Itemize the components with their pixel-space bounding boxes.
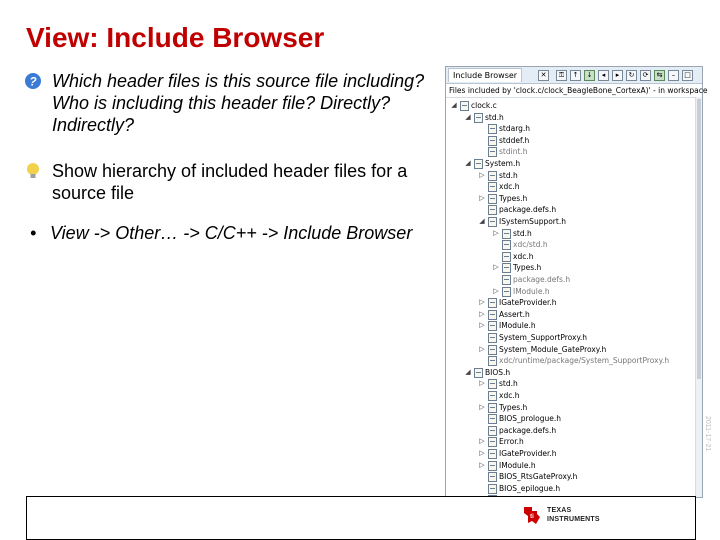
svg-text:ti: ti — [530, 514, 534, 520]
header-file-icon — [488, 449, 497, 459]
bullet-text: Show hierarchy of included header files for a source file — [52, 161, 408, 203]
collapse-icon[interactable]: ◢ — [479, 217, 485, 225]
header-file-icon — [502, 263, 511, 273]
tree-item-label: xdc.h — [513, 251, 534, 261]
tree-item-label: xdc.h — [499, 391, 520, 400]
tree-item-label: stdint.h — [499, 147, 528, 157]
header-file-icon — [488, 472, 497, 482]
maximize-icon[interactable]: □ — [682, 70, 693, 81]
tree-item-label: IGateProvider.h — [499, 298, 557, 308]
header-file-icon — [488, 356, 497, 366]
header-file-icon — [488, 147, 497, 157]
close-icon[interactable]: ✕ — [538, 70, 549, 81]
header-file-icon — [474, 159, 483, 169]
header-file-icon — [488, 461, 497, 471]
question-icon — [24, 72, 42, 90]
header-file-icon — [488, 379, 497, 389]
bullet-text: View -> Other… -> C/C++ -> Include Browser — [50, 223, 413, 243]
tree-item-label: IGateProvider.h — [499, 449, 557, 458]
show-included-icon[interactable]: ↓ — [584, 70, 595, 81]
header-file-icon — [502, 275, 511, 285]
expand-icon[interactable]: ▷ — [479, 402, 485, 411]
lock-icon[interactable]: ⚿ — [556, 70, 567, 81]
expand-icon[interactable]: ▷ — [479, 379, 485, 388]
expand-icon[interactable]: ▷ — [493, 286, 499, 295]
tree-item-label: package.defs.h — [513, 275, 571, 284]
tree-item-label: clock.c — [471, 101, 497, 110]
bullet-path — [30, 222, 450, 244]
vertical-scrollbar[interactable] — [695, 97, 702, 497]
tab-label: Include Browser — [453, 71, 518, 80]
tree-item-label: BIOS_prologue.h — [499, 414, 561, 424]
header-file-icon — [474, 113, 483, 123]
tree-item-label: stddef.h — [499, 135, 530, 145]
expand-icon[interactable]: ▷ — [479, 437, 485, 446]
tree-item-label: IModule.h — [513, 286, 550, 296]
header-file-icon — [488, 414, 497, 424]
header-file-icon — [488, 391, 497, 401]
expand-icon[interactable]: ▷ — [479, 449, 485, 457]
ti-wordmark — [547, 506, 600, 524]
collapse-icon[interactable]: ◢ — [465, 159, 471, 167]
header-file-icon — [502, 287, 511, 297]
collapse-icon[interactable]: ◢ — [451, 101, 457, 109]
header-file-icon — [488, 333, 497, 343]
tree-item-label: std.h — [499, 379, 518, 389]
refresh-icon[interactable]: ↻ — [626, 70, 637, 81]
lightbulb-icon — [24, 162, 42, 180]
ti-wordmark-line2: INSTRUMENTS — [547, 516, 600, 523]
tree-item-label: BIOS_RtsGateProxy.h — [499, 472, 578, 482]
tree-item-label: Types.h — [499, 193, 528, 203]
header-file-icon — [488, 182, 497, 192]
tree-item-label: package.defs.h — [499, 425, 557, 435]
header-file-icon — [502, 240, 511, 250]
texas-instruments-logo-icon — [521, 504, 543, 526]
expand-icon[interactable]: ▷ — [479, 309, 485, 318]
tree-item-label: std.h — [485, 112, 504, 122]
collapse-icon[interactable]: ◢ — [465, 112, 471, 121]
ti-wordmark-line1: TEXAS — [547, 507, 572, 514]
bullet-question — [24, 70, 444, 136]
header-file-icon — [488, 321, 497, 331]
slide-title: View: Include Browser — [26, 22, 325, 53]
header-file-icon — [488, 205, 497, 215]
header-file-icon — [460, 101, 469, 111]
tree-item-label: IModule.h — [499, 460, 536, 470]
header-file-icon — [502, 229, 511, 239]
tree-item-label: BIOS_epilogue.h — [499, 483, 561, 493]
header-file-icon — [488, 136, 497, 146]
expand-icon[interactable]: ▷ — [479, 170, 485, 179]
header-file-icon — [488, 298, 497, 308]
tree-item-label: xdc/runtime/package/System_SupportProxy.h — [499, 356, 670, 366]
header-file-icon — [488, 403, 497, 413]
tree-item-label: Assert.h — [499, 309, 530, 319]
tab-include-browser[interactable] — [448, 68, 522, 82]
slide-code: 2011-17-21 — [704, 416, 711, 452]
tree-item-label: stdarg.h — [499, 124, 531, 134]
tree-item-label: package.defs.h — [499, 205, 557, 215]
header-file-icon — [488, 484, 497, 494]
expand-icon[interactable]: ▷ — [493, 263, 499, 272]
collapse-icon[interactable]: ◢ — [465, 367, 471, 376]
tree-item-label: Error.h — [499, 437, 524, 447]
tree-item-label: ISystemSupport.h — [499, 217, 566, 226]
tree-item-label: System.h — [485, 159, 521, 168]
next-icon[interactable]: ▸ — [612, 70, 623, 81]
previous-icon[interactable]: ◂ — [598, 70, 609, 81]
tree-item-label: std.h — [513, 228, 532, 238]
slide-footer — [26, 496, 696, 540]
expand-icon[interactable]: ▷ — [479, 298, 485, 307]
bullet-lightbulb — [24, 160, 444, 204]
header-file-icon — [488, 437, 497, 447]
link-editor-icon[interactable]: ⇆ — [654, 70, 665, 81]
tree-item-label: Types.h — [513, 263, 542, 273]
bullet-dot: • — [30, 223, 37, 243]
expand-icon[interactable]: ▷ — [479, 460, 485, 469]
header-file-icon — [474, 368, 483, 378]
expand-icon[interactable]: ▷ — [479, 193, 485, 202]
show-includers-icon[interactable]: ↑ — [570, 70, 581, 81]
header-file-icon — [488, 124, 497, 134]
minimize-icon[interactable]: – — [668, 70, 679, 81]
expand-icon[interactable]: ▷ — [493, 228, 499, 237]
header-file-icon — [488, 217, 497, 227]
header-file-icon — [488, 426, 497, 436]
tree-item-label: std.h — [499, 170, 518, 180]
expand-icon[interactable]: ▷ — [479, 321, 485, 330]
tree-item-label: Types.h — [499, 402, 528, 412]
header-file-icon — [488, 194, 497, 204]
tree-item-label: System_SupportProxy.h — [499, 333, 587, 342]
panel-description: Files included by 'clock.c/clock_BeagleBone_CortexA)' - in workspace — [446, 84, 702, 98]
expand-icon[interactable]: ▷ — [479, 344, 485, 353]
header-file-icon — [488, 345, 497, 355]
tree-item-label: xdc.h — [499, 182, 520, 192]
tree-item-label: BIOS.h — [485, 367, 511, 377]
header-file-icon — [488, 310, 497, 320]
scrollbar-thumb[interactable] — [697, 99, 701, 379]
tree-item-label: IModule.h — [499, 321, 536, 331]
header-file-icon — [488, 171, 497, 181]
panel-titlebar — [446, 67, 702, 84]
tree-item-label: xdc/std.h — [513, 240, 548, 250]
svg-text:?: ? — [29, 74, 37, 89]
tree-item-label: System_Module_GateProxy.h — [499, 344, 607, 354]
history-icon[interactable]: ⟳ — [640, 70, 651, 81]
header-file-icon — [502, 252, 511, 262]
bullet-text: Which header files is this source file including? Who is including this header file? Directly? Indirectly? — [52, 71, 425, 135]
